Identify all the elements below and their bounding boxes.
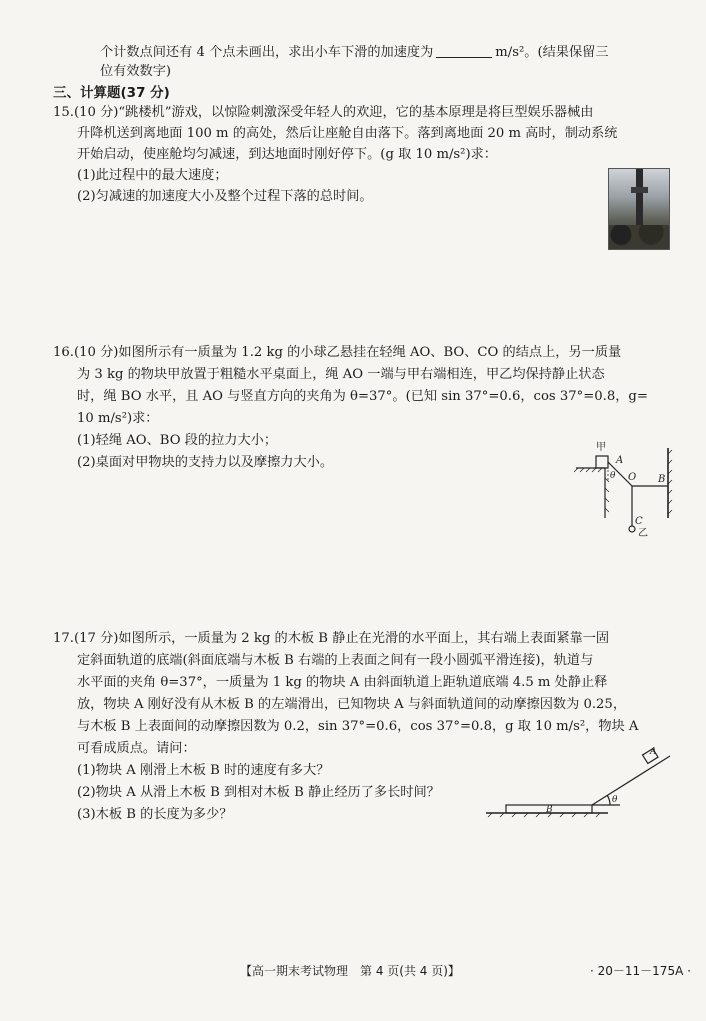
footer-center: 【高一期末考试物理 第 4 页(共 4 页)】: [240, 964, 460, 978]
q16-line-5: (1)轻绳 AO、BO 段的拉力大小；: [77, 433, 278, 448]
q16-line-4: 10 m/s²)求：: [77, 411, 159, 426]
q14-line-2: 位有效数字): [100, 64, 172, 79]
q14-text-b: m/s²。(结果保留三: [495, 45, 609, 60]
q17-line-6: 可看成质点。请问：: [77, 741, 196, 756]
drop-tower-photo: [608, 168, 670, 250]
q15-line-2: 升降机送到离地面 100 m 的高处，然后让座舱自由落下。落到离地面 20 m 高时，制动系统: [77, 126, 618, 141]
q17-figure: [482, 740, 682, 820]
table-surface: [576, 468, 605, 518]
fig16-label-C: C: [635, 516, 643, 527]
q17-line-4: 放，物块 A 刚好没有从木板 B 的左端滑出，已知物块 A 与斜面轨道间的动摩擦因数为 0.25，: [77, 697, 627, 712]
q16-line-1: 16.(10 分)如图所示有一质量为 1.2 kg 的小球乙悬挂在轻绳 AO、BO、CO 的结点上，另一质量: [53, 345, 622, 360]
answer-blank: [436, 45, 492, 58]
q15-line-5: (2)匀减速的加速度大小及整个过程下落的总时间。: [77, 189, 373, 204]
incline: [592, 756, 670, 805]
fig17-label-A: A: [650, 747, 657, 757]
q15-line-4: (1)此过程中的最大速度；: [77, 168, 228, 183]
q16-line-6: (2)桌面对甲物块的支持力以及摩擦力大小。: [77, 455, 334, 470]
q17-line-1: 17.(17 分)如图所示，一质量为 2 kg 的木板 B 静止在光滑的水平面上，其右端上表面紧靠一固: [53, 631, 610, 646]
fig17-label-B: B: [546, 805, 553, 815]
q16-line-2: 为 3 kg 的物块甲放置于粗糙水平桌面上，绳 AO 一端与甲右端相连，甲乙均保持静止状态: [77, 367, 605, 382]
q17-line-8: (2)物块 A 从滑上木板 B 到相对木板 B 静止经历了多长时间？: [77, 785, 440, 800]
fig16-label-O: O: [628, 472, 637, 483]
q14-text-a: 个计数点间还有 4 个点未画出，求出小车下滑的加速度为: [100, 45, 434, 60]
fig16-label-A: A: [616, 455, 624, 466]
footer-right: · 20－11－175A ·: [590, 964, 691, 978]
q15-line-3: 开始启动，使座舱均匀减速，到达地面时刚好停下。(g 取 10 m/s²)求：: [77, 147, 497, 162]
fig17-label-theta: θ: [612, 795, 618, 805]
fig16-label-jia: 甲: [596, 442, 606, 453]
q14-line-1: [100, 44, 609, 62]
q17-line-7: (1)物块 A 刚滑上木板 B 时的速度有多大？: [77, 763, 330, 778]
q16-figure: [574, 436, 694, 541]
q17-line-5: 与木板 B 上表面间的动摩擦因数为 0.2，sin 37°=0.6，cos 37°=0.8，g 取 10 m/s²，物块 A: [77, 719, 639, 734]
angle-arc: [607, 795, 610, 805]
q17-line-3: 水平面的夹角 θ=37°，一质量为 1 kg 的物块 A 由斜面轨道上距轨道底端 4.5 m 处静止释: [77, 675, 608, 690]
section-title: 三、计算题(37 分): [53, 85, 170, 101]
fig16-label-B: B: [658, 474, 666, 485]
q15-line-1: 15.(10 分)“跳楼机”游戏，以惊险刺激深受年轻人的欢迎，它的基本原理是将巨型娱乐器械由: [53, 105, 594, 120]
fig16-label-theta: θ: [610, 471, 616, 481]
block-jia: [596, 456, 608, 468]
q17-line-2: 定斜面轨道的底端(斜面底端与木板 B 右端的上表面之间有一段小圆弧平滑连接)，轨道与: [77, 653, 594, 668]
q16-line-3: 时，绳 BO 水平，且 AO 与竖直方向的夹角为 θ=37°。(已知 sin 37°=0.6，cos 37°=0.8，g=: [77, 389, 648, 404]
fig16-label-yi: 乙: [638, 528, 648, 539]
q17-line-9: (3)木板 B 的长度为多少？: [77, 807, 233, 822]
